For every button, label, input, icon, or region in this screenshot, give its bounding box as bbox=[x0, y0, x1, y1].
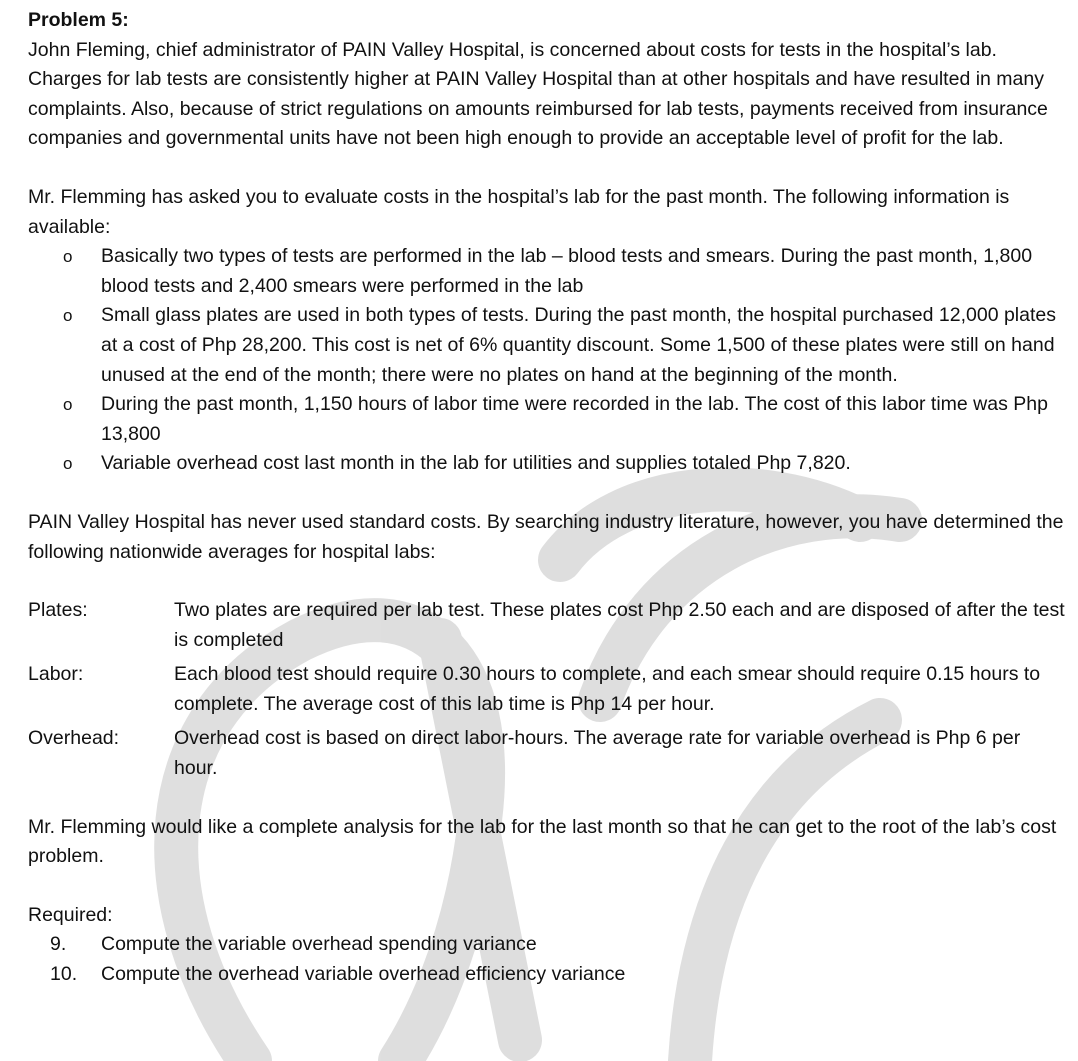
fact-text: Small glass plates are used in both types of tests. During the past month, the hospital purchased 12,000 plates at a cost of Php 28,200. This cost is net of 6% quantity discount. Some 1,500 of these plates were still on hand unused at the end of the month; there were no plates on hand at the beginning of the month. bbox=[101, 304, 1056, 386]
standard-text: Overhead cost is based on direct labor-hours. The average rate for variable overhead is Php 6 per hour. bbox=[174, 727, 1021, 780]
item-text: Compute the variable overhead spending variance bbox=[101, 933, 537, 956]
problem-document bbox=[28, 6, 1068, 990]
intro-paragraph: John Fleming, chief administrator of PAIN Valley Hospital, is concerned about costs for tests in the hospital’s lab. Charges for lab tests are consistently higher at PAIN Valley Hospital than at other hospitals and have resulted in many complaints. Also, because of strict regulations on amounts reimbursed for lab tests, payments received from insurance companies and governmental units have not been high enough to provide an acceptable level of profit for the lab. bbox=[28, 38, 1048, 150]
required-list bbox=[28, 930, 1068, 989]
bullet-icon: o bbox=[63, 247, 73, 267]
facts-list bbox=[28, 242, 1068, 479]
item-text: Compute the overhead variable overhead efficiency variance bbox=[101, 963, 626, 986]
fact-text: Basically two types of tests are performed in the lab – blood tests and smears. During the past month, 1,800 blood tests and 2,400 smears were performed in the lab bbox=[101, 245, 1033, 297]
standard-label: Overhead: bbox=[28, 727, 120, 750]
list-item bbox=[28, 390, 1068, 449]
bullet-icon: o bbox=[63, 306, 73, 326]
standard-row-plates bbox=[28, 596, 1068, 655]
fact-text: Variable overhead cost last month in the lab for utilities and supplies totaled Php 7,820. bbox=[101, 452, 851, 475]
standard-label: Labor: bbox=[28, 663, 84, 686]
request-paragraph: Mr. Flemming has asked you to evaluate costs in the hospital’s lab for the past month. The following information is available: bbox=[28, 185, 1010, 238]
list-item bbox=[28, 930, 1068, 960]
required-label: Required: bbox=[28, 903, 113, 926]
list-item bbox=[28, 242, 1068, 301]
list-item bbox=[28, 301, 1068, 390]
standards-intro: PAIN Valley Hospital has never used standard costs. By searching industry literature, however, you have determined the following nationwide averages for hospital labs: bbox=[28, 510, 1064, 563]
item-number: 9. bbox=[50, 933, 67, 956]
fact-text: During the past month, 1,150 hours of labor time were recorded in the lab. The cost of this labor time was Php 13,800 bbox=[101, 393, 1048, 445]
standard-label: Plates: bbox=[28, 599, 88, 622]
list-item bbox=[28, 449, 1068, 479]
standard-row-labor bbox=[28, 660, 1068, 719]
bullet-icon: o bbox=[63, 454, 73, 474]
item-number: 10. bbox=[50, 963, 78, 986]
standard-text: Two plates are required per lab test. These plates cost Php 2.50 each and are disposed of after the test is completed bbox=[174, 599, 1065, 651]
standard-text: Each blood test should require 0.30 hours to complete, and each smear should require 0.15 hours to complete. The average cost of this lab time is Php 14 per hour. bbox=[174, 663, 1041, 715]
list-item bbox=[28, 960, 1068, 990]
bullet-icon: o bbox=[63, 395, 73, 415]
problem-title: Problem 5: bbox=[28, 9, 129, 31]
standard-row-overhead bbox=[28, 724, 1068, 783]
closing-paragraph: Mr. Flemming would like a complete analysis for the lab for the last month so that he can get to the root of the lab’s cost problem. bbox=[28, 815, 1057, 868]
